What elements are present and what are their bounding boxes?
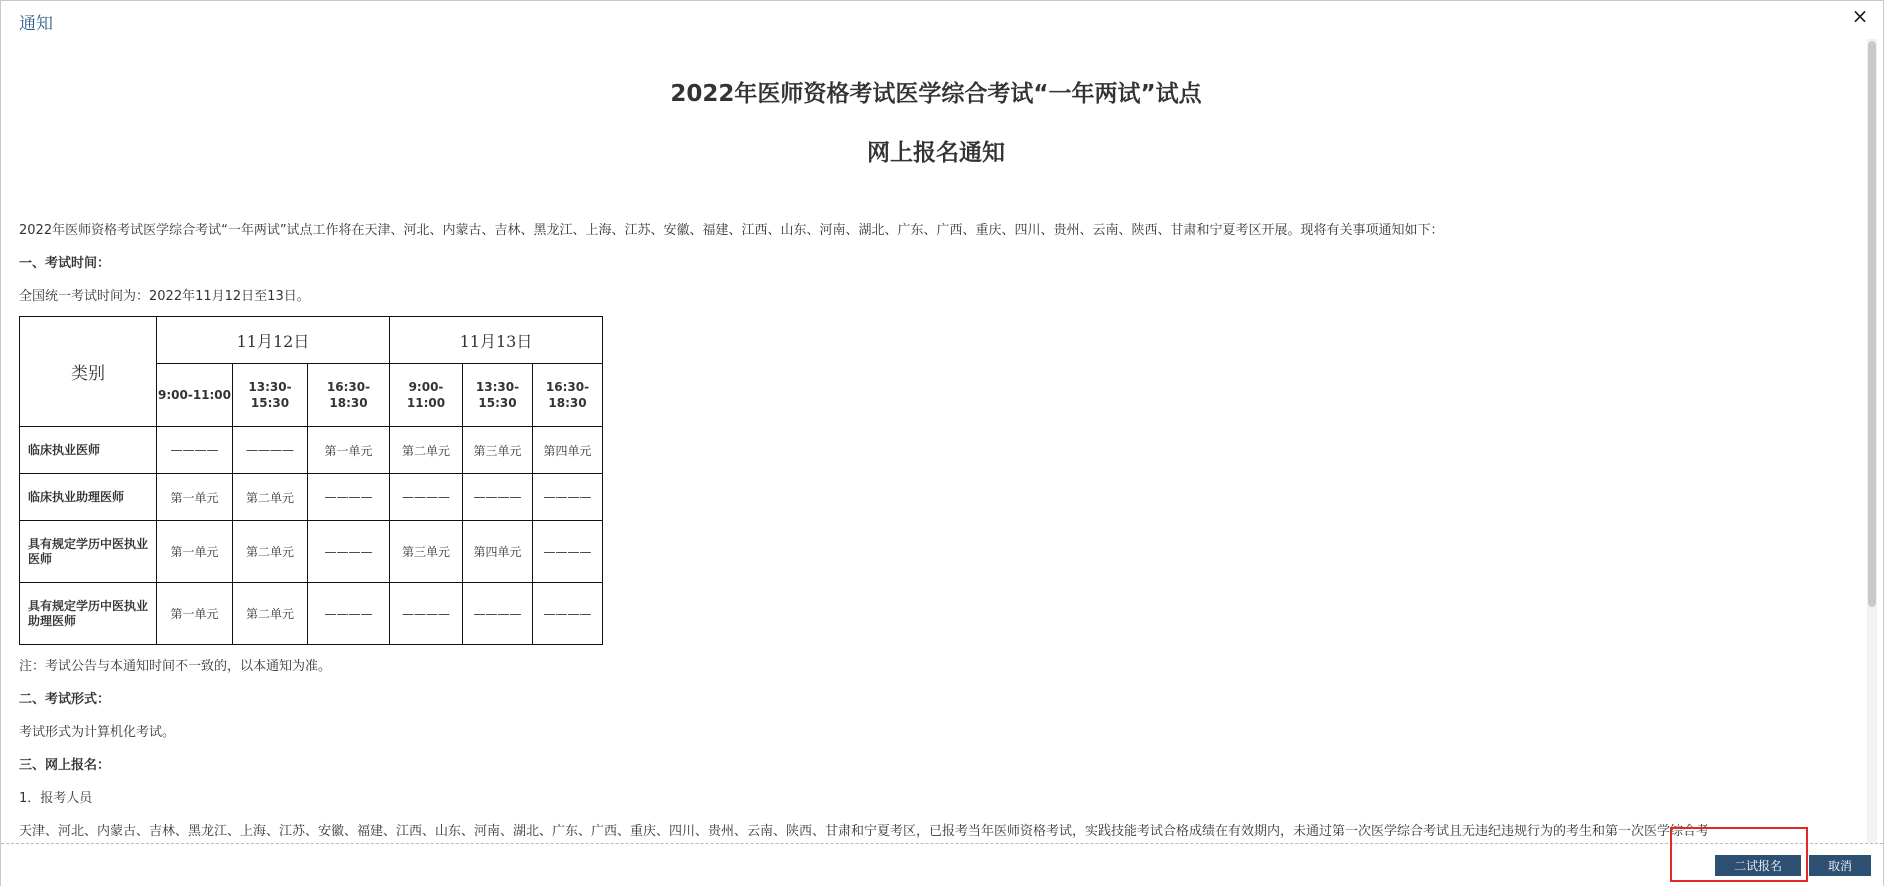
vertical-scrollbar[interactable] — [1867, 39, 1877, 843]
notice-heading: 2022年医师资格考试医学综合考试“一年两试”试点 — [670, 81, 1202, 107]
scrollbar-thumb[interactable] — [1868, 41, 1876, 607]
table-cell: 第四单元 — [533, 427, 603, 474]
cancel-button[interactable]: 取消 — [1809, 855, 1871, 876]
table-cell: ———— — [533, 474, 603, 521]
section2-title: 二、考试形式： — [19, 692, 111, 707]
dialog-titlebar — [1, 1, 1883, 39]
exam-schedule-table — [19, 316, 603, 645]
table-cell: ———— — [533, 583, 603, 645]
table-cell: 第四单元 — [463, 521, 533, 583]
row-label: 具有规定学历中医执业医师 — [20, 521, 157, 583]
table-cell: 第一单元 — [157, 474, 233, 521]
date-header-day1: 11月12日 — [157, 317, 390, 364]
table-cell: ———— — [308, 474, 390, 521]
table-cell: ———— — [533, 521, 603, 583]
row-label: 临床执业助理医师 — [20, 474, 157, 521]
table-cell: ———— — [463, 583, 533, 645]
table-cell: ———— — [390, 474, 463, 521]
notice-content[interactable] — [1, 39, 1871, 843]
close-icon[interactable]: × — [1851, 4, 1869, 28]
time-header: 9:00-11:00 — [157, 364, 233, 427]
intro-paragraph: 2022年医师资格考试医学综合考试“一年两试”试点工作将在天津、河北、内蒙古、吉林、黑龙江、上海、江苏、安徽、福建、江西、山东、河南、湖北、广东、广西、重庆、四川、贵州、云南、陕西、甘肃和宁夏考区开展。现将有关事项通知如下： — [19, 223, 1444, 238]
table-cell: ———— — [308, 521, 390, 583]
row-label: 临床执业医师 — [20, 427, 157, 474]
time-header: 13:30- 15:30 — [463, 364, 533, 427]
table-cell: 第一单元 — [157, 521, 233, 583]
notice-subheading: 网上报名通知 — [867, 140, 1005, 166]
note-text: 注：考试公告与本通知时间不一致的，以本通知为准。 — [19, 659, 332, 674]
table-cell: 第二单元 — [233, 583, 308, 645]
section3-text: 天津、河北、内蒙古、吉林、黑龙江、上海、江苏、安徽、福建、江西、山东、河南、湖北、广东、广西、重庆、四川、贵州、云南、陕西、甘肃和宁夏考区，已报考当年医师资格考试，实践技能考试合格成绩在有效期内，未通过第一次医学综合考试且无违纪违规行为的考生和第一次医学综合考 — [19, 824, 1710, 839]
section3-subtitle: 1．报考人员 — [19, 791, 93, 806]
date-header-day2: 11月13日 — [390, 317, 603, 364]
time-header: 9:00- 11:00 — [390, 364, 463, 427]
section2-text: 考试形式为计算机化考试。 — [19, 725, 176, 740]
table-cell: 第三单元 — [390, 521, 463, 583]
retake-register-button[interactable]: 二试报名 — [1715, 855, 1801, 876]
table-cell: ———— — [157, 427, 233, 474]
time-header: 13:30- 15:30 — [233, 364, 308, 427]
table-cell: ———— — [463, 474, 533, 521]
time-header: 16:30- 18:30 — [533, 364, 603, 427]
table-cell: 第二单元 — [390, 427, 463, 474]
table-cell: ———— — [233, 427, 308, 474]
table-cell: 第一单元 — [308, 427, 390, 474]
table-cell: ———— — [308, 583, 390, 645]
table-row — [20, 583, 603, 645]
table-row — [20, 521, 603, 583]
row-label: 具有规定学历中医执业助理医师 — [20, 583, 157, 645]
table-cell: ———— — [390, 583, 463, 645]
section1-text: 全国统一考试时间为：2022年11月12日至13日。 — [19, 289, 310, 304]
table-row — [20, 427, 603, 474]
table-cell: 第二单元 — [233, 474, 308, 521]
table-cell: 第三单元 — [463, 427, 533, 474]
table-cell: 第一单元 — [157, 583, 233, 645]
time-header: 16:30- 18:30 — [308, 364, 390, 427]
table-row — [20, 474, 603, 521]
section3-title: 三、网上报名： — [19, 758, 111, 773]
category-header: 类别 — [20, 317, 157, 427]
dialog-footer — [1, 843, 1883, 887]
dialog-title: 通知 — [19, 14, 53, 34]
section1-title: 一、考试时间： — [19, 256, 111, 271]
table-cell: 第二单元 — [233, 521, 308, 583]
